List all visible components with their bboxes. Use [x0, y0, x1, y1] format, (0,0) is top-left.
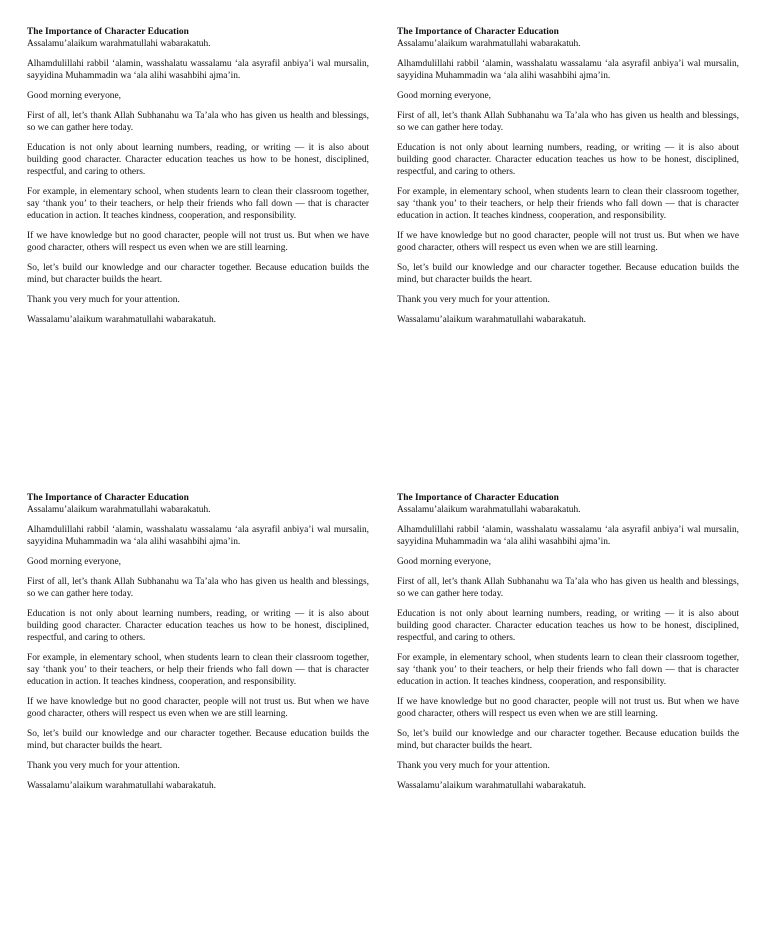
speech-paragraph: Good morning everyone,	[397, 91, 491, 101]
speech-title: The Importance of Character Education	[397, 27, 559, 37]
speech-paragraph: If we have knowledge but no good character, people will not trust us. But when we have good character, others will respect us even when we are still learning.	[27, 231, 369, 253]
speech-paragraph: If we have knowledge but no good character, people will not trust us. But when we have good character, others will respect us even when we are still learning.	[397, 697, 739, 719]
speech-paragraph: Education is not only about learning numbers, reading, or writing — it is also about building good character. Character education teaches us how to be honest, disciplined, respectful, and caring to others.	[397, 609, 739, 643]
speech-copy-bottom-left	[27, 492, 369, 792]
speech-paragraph: Education is not only about learning numbers, reading, or writing — it is also about building good character. Character education teaches us how to be honest, disciplined, respectful, and caring to others.	[397, 143, 739, 177]
speech-copy-top-right	[397, 26, 739, 326]
speech-paragraph: So, let’s build our knowledge and our character together. Because education builds the mind, but character builds the heart.	[27, 263, 369, 285]
speech-paragraph: First of all, let’s thank Allah Subhanahu wa Ta’ala who has given us health and blessings, so we can gather here today.	[27, 111, 369, 133]
speech-paragraph: First of all, let’s thank Allah Subhanahu wa Ta’ala who has given us health and blessings, so we can gather here today.	[27, 577, 369, 599]
speech-title: The Importance of Character Education	[397, 493, 559, 503]
speech-closing: Wassalamu’alaikum warahmatullahi wabarakatuh.	[27, 315, 217, 325]
speech-greeting: Assalamu’alaikum warahmatullahi wabarakatuh.	[27, 505, 211, 515]
speech-paragraph: Good morning everyone,	[27, 91, 121, 101]
speech-closing: Wassalamu’alaikum warahmatullahi wabarakatuh.	[397, 781, 587, 791]
speech-paragraph: Good morning everyone,	[397, 557, 491, 567]
speech-paragraph: Education is not only about learning numbers, reading, or writing — it is also about building good character. Character education teaches us how to be honest, disciplined, respectful, and caring to others.	[27, 143, 369, 177]
speech-paragraph: For example, in elementary school, when students learn to clean their classroom together, say ‘thank you’ to their teachers, or help their friends who fall down — that is character education in action. It teaches kindness, cooperation, and responsibility.	[27, 653, 369, 687]
speech-paragraph: Alhamdulillahi rabbil ‘alamin, wasshalatu wassalamu ‘ala asyrafil anbiya’i wal mursalin, sayyidina Muhammadin wa ‘ala alihi wasahbihi ajma’in.	[27, 525, 369, 547]
speech-closing: Wassalamu’alaikum warahmatullahi wabarakatuh.	[397, 315, 587, 325]
speech-paragraph: Thank you very much for your attention.	[27, 295, 180, 305]
speech-paragraph: First of all, let’s thank Allah Subhanahu wa Ta’ala who has given us health and blessings, so we can gather here today.	[397, 577, 739, 599]
speech-paragraph: Thank you very much for your attention.	[397, 295, 550, 305]
speech-paragraph: Alhamdulillahi rabbil ‘alamin, wasshalatu wassalamu ‘ala asyrafil anbiya’i wal mursalin, sayyidina Muhammadin wa ‘ala alihi wasahbihi ajma’in.	[397, 525, 739, 547]
speech-copy-bottom-right	[397, 492, 739, 792]
speech-paragraph: Good morning everyone,	[27, 557, 121, 567]
speech-paragraph: Alhamdulillahi rabbil ‘alamin, wasshalatu wassalamu ‘ala asyrafil anbiya’i wal mursalin, sayyidina Muhammadin wa ‘ala alihi wasahbihi ajma’in.	[27, 59, 369, 81]
speech-paragraph: For example, in elementary school, when students learn to clean their classroom together, say ‘thank you’ to their teachers, or help their friends who fall down — that is character education in action. It teaches kindness, cooperation, and responsibility.	[397, 187, 739, 221]
speech-paragraph: So, let’s build our knowledge and our character together. Because education builds the mind, but character builds the heart.	[27, 729, 369, 751]
speech-greeting: Assalamu’alaikum warahmatullahi wabarakatuh.	[27, 39, 211, 49]
speech-paragraph: For example, in elementary school, when students learn to clean their classroom together, say ‘thank you’ to their teachers, or help their friends who fall down — that is character education in action. It teaches kindness, cooperation, and responsibility.	[27, 187, 369, 221]
speech-copy-top-left	[27, 26, 369, 326]
speech-greeting: Assalamu’alaikum warahmatullahi wabarakatuh.	[397, 505, 581, 515]
speech-paragraph: So, let’s build our knowledge and our character together. Because education builds the mind, but character builds the heart.	[397, 729, 739, 751]
speech-paragraph: First of all, let’s thank Allah Subhanahu wa Ta’ala who has given us health and blessings, so we can gather here today.	[397, 111, 739, 133]
speech-paragraph: So, let’s build our knowledge and our character together. Because education builds the mind, but character builds the heart.	[397, 263, 739, 285]
speech-paragraph: For example, in elementary school, when students learn to clean their classroom together, say ‘thank you’ to their teachers, or help their friends who fall down — that is character education in action. It teaches kindness, cooperation, and responsibility.	[397, 653, 739, 687]
speech-closing: Wassalamu’alaikum warahmatullahi wabarakatuh.	[27, 781, 217, 791]
speech-paragraph: Thank you very much for your attention.	[397, 761, 550, 771]
speech-greeting: Assalamu’alaikum warahmatullahi wabarakatuh.	[397, 39, 581, 49]
speech-title: The Importance of Character Education	[27, 493, 189, 503]
speech-paragraph: Education is not only about learning numbers, reading, or writing — it is also about building good character. Character education teaches us how to be honest, disciplined, respectful, and caring to others.	[27, 609, 369, 643]
speech-paragraph: Alhamdulillahi rabbil ‘alamin, wasshalatu wassalamu ‘ala asyrafil anbiya’i wal mursalin, sayyidina Muhammadin wa ‘ala alihi wasahbihi ajma’in.	[397, 59, 739, 81]
speech-paragraph: Thank you very much for your attention.	[27, 761, 180, 771]
speech-paragraph: If we have knowledge but no good character, people will not trust us. But when we have good character, others will respect us even when we are still learning.	[397, 231, 739, 253]
speech-title: The Importance of Character Education	[27, 27, 189, 37]
speech-paragraph: If we have knowledge but no good character, people will not trust us. But when we have good character, others will respect us even when we are still learning.	[27, 697, 369, 719]
